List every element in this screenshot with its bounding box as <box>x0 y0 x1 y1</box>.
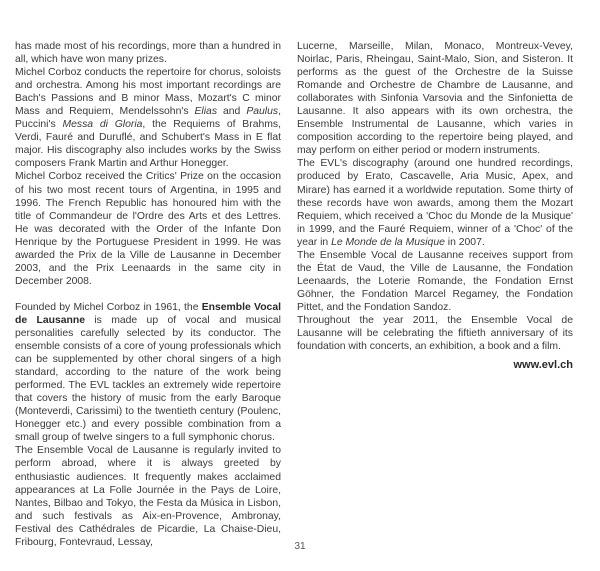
paragraph-recordings-continued: has made most of his recordings, more than a hundred in all, which have won many prizes. <box>15 41 281 66</box>
paragraph-awards: Michel Corboz received the Critics' Prize on the occasion of his two most recent tours of Argentina, in 1995 and 1996. The French Republic has honoured him with the title of Commandeur de l'Ordre des Arts et des Lettres. He was decorated with the Order of the Infante Don Henrique by the Portuguese President in 1999. He was awarded the Prix de la Ville de Lausanne in December 2003, and the Prix Leenaards in the same city in December 2008. <box>15 171 281 287</box>
text-segment: The EVL's discography (around one hundred recordings, produced by Erato, Cascavelle, Aria Music, Apex, and Mirare) has earned it a worldwide reputation. Some thirty of these records have won awards, among them the Mozart Requiem, which received a 'Choc du Monde de la Musique' in 1999, and the Fauré Requiem, winner of a 'Choc' of the year in <box>297 158 573 248</box>
text-segment: is made up of vocal and musical personalities carefully selected by its conductor. The ensemble consists of a core of young professionals which can be supplemented by other choral singers of a high standard, according to the nature of the work being performed. The EVL tackles an extremely wide repertoire that covers the history of music from the early Baroque (Monteverdi, Carissimi) to the twentieth century (Poulenc, Honegger etc.) and every possible combination from a small group of twelve singers to a full symphonic chorus. <box>15 314 281 444</box>
text-segment: Michel Corboz conducts the repertoire for chorus, soloists and orchestra. Among his most important recordings are Bach's Passions and B minor Mass, Mozart's C minor Mass and Requiem, Mendelssohn's <box>15 67 281 118</box>
left-column <box>15 40 281 549</box>
text-segment: Founded by Michel Corboz in 1961, the <box>15 301 202 313</box>
text-segment: , the Requiems of Brahms, Verdi, Fauré and Duruflé, and Schubert's Mass in E flat major. His discography also includes works by the Swiss composers Frank Martin and Arthur Honegger. <box>15 119 281 170</box>
paragraph-ensemble-founding <box>15 301 281 445</box>
work-title-paulus: Paulus <box>246 106 279 118</box>
right-column <box>297 40 573 372</box>
publication-title: Le Monde de la Musique <box>331 236 445 248</box>
paragraph-touring: The Ensemble Vocal de Lausanne is regularly invited to perform abroad, where it is always greeted by enthusiastic audiences. It frequently makes acclaimed appearances at La Folle Journée in the Pays de Loire, Nantes, Bilbao and Tokyo, the Festa da Música in Lisbon, and such festivals as Aix-en-Provence, Ambronay, Festival des Cathédrales de Picardie, La Chaise-Dieu, Fribourg, Fontevraud, Lessay, <box>15 445 281 548</box>
work-title-messa: Messa di Gloria <box>62 119 143 131</box>
paragraph-venues: Lucerne, Marseille, Milan, Monaco, Montreux-Vevey, Noirlac, Paris, Rheingau, Saint-Malo, Sion, and Sisteron. It performs as the guest of the Orchestre de la Suisse Romande and Orchestre de Chambre de Lausanne, and collaborates with Sinfonia Varsovia and the Sinfonietta de Lausanne. It also appears with its own orchestra, the Ensemble Instrumental de Lausanne, which varies in composition according to the repertoire being played, and may perform on either period or modern instruments. <box>297 41 573 157</box>
work-title-elias: Elias <box>194 106 218 118</box>
ensemble-name: Ensemble Vocal de Lausanne <box>15 301 281 326</box>
text-segment: in 2007. <box>444 236 485 248</box>
paragraph-discography <box>297 157 573 248</box>
page-number: 31 <box>294 541 306 552</box>
paragraph-anniversary: Throughout the year 2011, the Ensemble Vocal de Lausanne will be celebrating the fiftieth anniversary of its foundation with concerts, an exhibition, a book and a film. <box>297 314 573 353</box>
paragraph-gap <box>15 288 281 301</box>
paragraph-support: The Ensemble Vocal de Lausanne receives support from the État de Vaud, the Ville de Lausanne, the Fondation Leenaards, the Loterie Romande, the Fondation Ernst Göhner, the Fondation Marcel Regamey, the Fondation Pittet, and the Fondation Sandoz. <box>297 249 573 313</box>
text-segment: , Puccini's <box>15 106 281 131</box>
text-segment: and <box>217 106 247 118</box>
paragraph-repertoire <box>15 66 281 170</box>
website-url[interactable]: www.evl.ch <box>513 359 573 372</box>
